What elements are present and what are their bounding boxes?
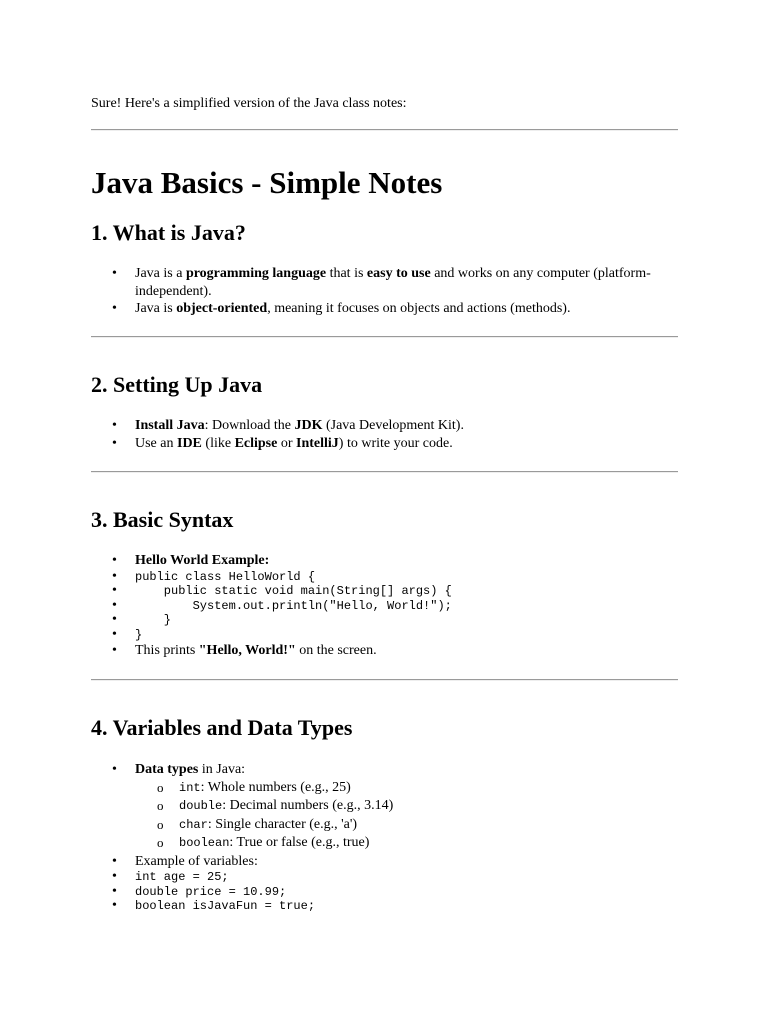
code-line — [91, 870, 651, 885]
bullet-icon: • — [112, 553, 117, 568]
code-text: } — [135, 613, 172, 628]
bullet-icon: • — [112, 762, 117, 777]
section-list-setting-up — [91, 417, 651, 452]
code-line — [91, 613, 651, 628]
bullet-icon: • — [112, 583, 117, 599]
text: and works on any computer (platform-independent). — [135, 266, 651, 299]
text: This prints — [135, 643, 199, 659]
code-text: public static void main(String[] args) { — [135, 584, 452, 599]
bold-text: Hello World Example: — [135, 553, 270, 568]
code-line — [91, 885, 651, 900]
text: (Java Development Kit). — [322, 418, 464, 433]
intro-text: Sure! Here's a simplified version of the Java class notes: — [91, 96, 407, 111]
bullet-icon: • — [112, 643, 117, 659]
section-list-basic-syntax — [91, 552, 651, 660]
text: : Download the — [204, 418, 295, 433]
list-item — [91, 417, 651, 435]
code-line — [91, 570, 651, 585]
list-item — [91, 552, 651, 570]
code-line — [91, 584, 651, 599]
text: Use an — [135, 435, 177, 451]
bold-text: IntelliJ — [296, 435, 339, 451]
text: that is — [326, 266, 367, 281]
code-text: double — [179, 799, 223, 813]
bullet-icon: • — [112, 883, 117, 899]
code-text: System.out.println("Hello, World!"); — [135, 598, 452, 613]
section-heading-setting-up: 2. Setting Up Java — [91, 372, 263, 397]
sub-bullet-icon: o — [157, 798, 164, 813]
text: or — [277, 435, 297, 451]
sub-list-item — [135, 816, 651, 835]
bold-text: Install Java — [135, 418, 205, 433]
bold-text: easy to use — [366, 266, 431, 281]
text: : Single character (e.g., 'a') — [207, 816, 358, 832]
bold-text: object-oriented — [176, 301, 268, 316]
section-heading-what-is-java: 1. What is Java? — [91, 220, 246, 245]
code-text: char — [179, 817, 208, 832]
sub-list-item — [135, 779, 651, 798]
list-item — [91, 435, 651, 453]
sub-list-item — [135, 797, 651, 816]
text: , meaning it focuses on objects and actions (methods). — [267, 301, 571, 316]
divider — [91, 471, 678, 473]
data-types-sublist — [135, 779, 651, 853]
text: ) to write your code. — [338, 435, 453, 451]
bold-text: programming language — [185, 266, 327, 281]
divider — [91, 336, 678, 338]
bullet-icon: • — [112, 266, 117, 281]
text: : True or false (e.g., true) — [229, 835, 370, 850]
text: Example of variables: — [135, 853, 258, 869]
code-text: boolean — [179, 836, 230, 850]
code-text: public class HelloWorld { — [135, 569, 316, 584]
sub-bullet-icon: o — [157, 816, 164, 832]
bullet-icon: • — [112, 568, 117, 584]
code-text: } — [135, 627, 143, 642]
text: Java is a — [135, 266, 186, 281]
divider — [91, 129, 678, 131]
section-list-variables — [91, 761, 651, 914]
bullet-icon: • — [112, 418, 117, 433]
list-item — [91, 265, 651, 300]
text: (like — [201, 435, 235, 451]
bullet-icon: • — [112, 301, 117, 316]
sub-bullet-icon: o — [157, 835, 164, 850]
bold-text: Eclipse — [234, 435, 278, 451]
divider — [91, 679, 678, 681]
code-line — [91, 899, 651, 914]
section-heading-basic-syntax: 3. Basic Syntax — [91, 507, 234, 532]
page-title: Java Basics - Simple Notes — [91, 165, 443, 200]
sub-bullet-icon: o — [157, 779, 164, 795]
text: in Java: — [198, 762, 246, 777]
bullet-icon: • — [112, 626, 117, 642]
text: : Whole numbers (e.g., 25) — [200, 779, 351, 795]
sub-list-item — [135, 834, 651, 853]
code-line — [91, 599, 651, 614]
code-text: int — [179, 780, 201, 795]
code-text: double price = 10.99; — [135, 884, 287, 899]
code-text: boolean isJavaFun = true; — [135, 899, 316, 914]
section-list-what-is-java — [91, 265, 651, 318]
list-item — [91, 300, 651, 318]
bold-text: Data types — [135, 762, 199, 777]
list-item — [91, 642, 651, 660]
section-heading-variables: 4. Variables and Data Types — [91, 715, 353, 740]
code-line — [91, 628, 651, 643]
bullet-icon: • — [112, 435, 117, 451]
bullet-icon: • — [112, 869, 117, 884]
text: on the screen. — [295, 643, 377, 659]
text: : Decimal numbers (e.g., 3.14) — [222, 798, 394, 813]
bullet-icon: • — [112, 898, 117, 914]
bullet-icon: • — [112, 612, 117, 628]
list-item — [91, 761, 651, 853]
bold-text: IDE — [177, 435, 202, 451]
bullet-icon: • — [112, 597, 117, 613]
bold-text: "Hello, World!" — [198, 643, 296, 659]
bullet-icon: • — [112, 853, 117, 869]
list-item — [91, 853, 651, 871]
text: Java is — [135, 301, 177, 316]
bold-text: JDK — [294, 418, 323, 433]
code-text: int age = 25; — [135, 870, 229, 884]
